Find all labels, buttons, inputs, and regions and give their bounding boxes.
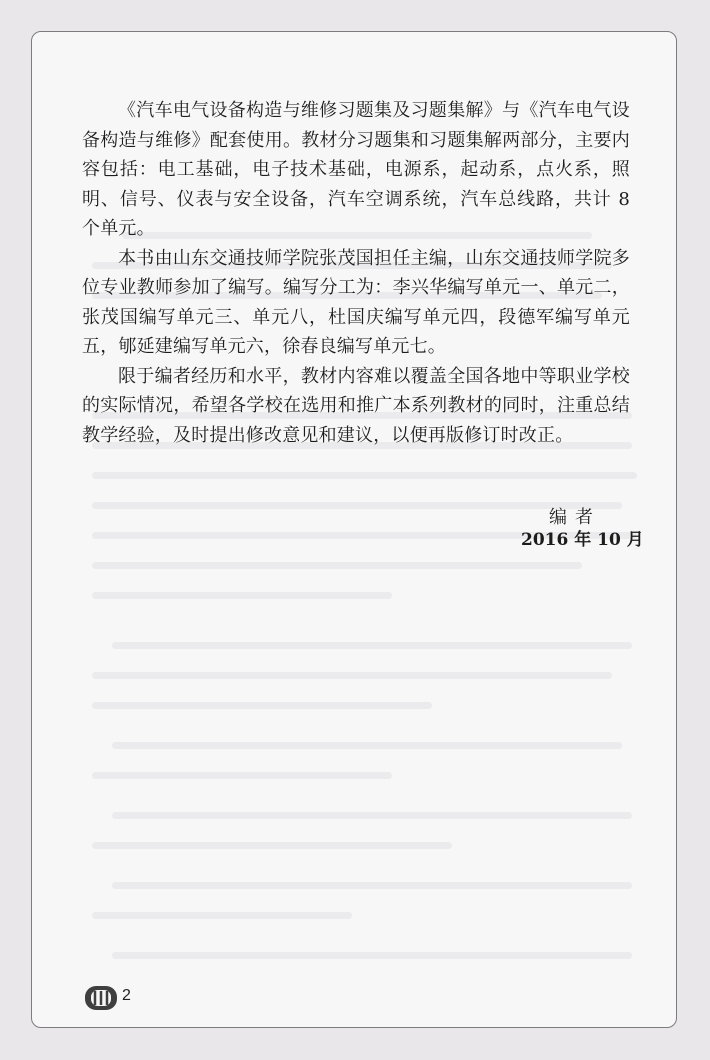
document-page bbox=[31, 31, 677, 1028]
signature-date: 2016 年 10 月 bbox=[521, 530, 644, 550]
paragraph-2: 本书由山东交通技师学院张茂国担任主编，山东交通技师学院多位专业教师参加了编写。编写分工为：李兴华编写单元一、单元二，张茂国编写单元三、单元八，杜国庆编写单元四，段德军编写单元五，郇延建编写单元六，徐春良编写单元七。 bbox=[82, 247, 630, 357]
page-number: 2 bbox=[122, 987, 131, 1004]
paragraph-1: 《汽车电气设备构造与维修习题集及习题集解》与《汽车电气设备构造与维修》配套使用。教材分习题集和习题集解两部分，主要内容包括：电工基础，电子技术基础，电源系，起动系，点火系，照明、信号、仪表与安全设备，汽车空调系统，汽车总线路，共计 8 个单元。 bbox=[82, 100, 630, 239]
preface-body bbox=[82, 96, 630, 450]
signature: 编者 bbox=[549, 507, 601, 528]
tire-icon bbox=[84, 985, 118, 1015]
paragraph-3: 限于编者经历和水平，教材内容难以覆盖全国各地中等职业学校的实际情况，希望各学校在选用和推广本系列教材的同时，注重总结教学经验，及时提出修改意见和建议，以便再版修订时改正。 bbox=[82, 365, 630, 446]
